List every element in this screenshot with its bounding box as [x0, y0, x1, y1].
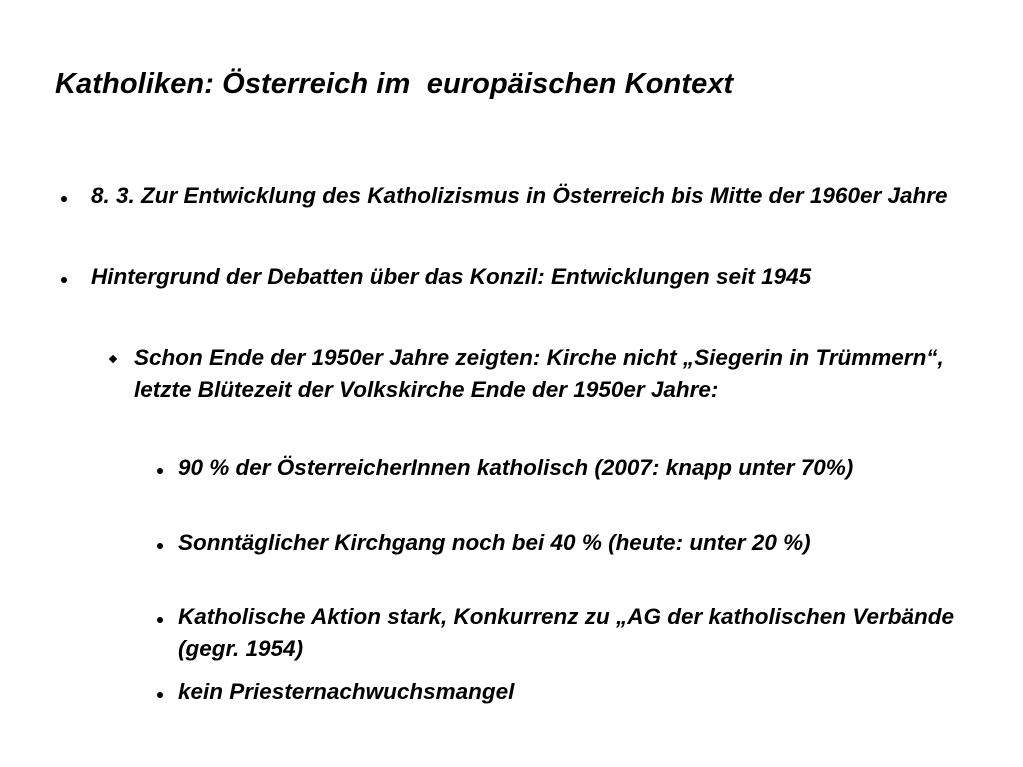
list-item-text: Schon Ende der 1950er Jahre zeigten: Kirche nicht „Siegerin in Trümmern“, letzte Blütezeit der Volkskirche Ende der 1950er Jahre:	[134, 345, 944, 402]
list-item-text: 90 % der ÖsterreicherInnen katholisch (2007: knapp unter 70%)	[178, 455, 854, 480]
bullet-dot-icon	[61, 196, 67, 202]
list-item-text: Hintergrund der Debatten über das Konzil: Entwicklungen seit 1945	[91, 264, 812, 289]
list-item	[91, 180, 961, 212]
bullet-dot-icon	[157, 468, 163, 474]
list-item-text: Katholische Aktion stark, Konkurrenz zu „AG der katholischen Verbände (gegr. 1954)	[178, 604, 954, 661]
bullet-dot-icon	[157, 617, 163, 623]
list-item	[178, 676, 968, 708]
list-item-text: Sonntäglicher Kirchgang noch bei 40 % (heute: unter 20 %)	[178, 530, 811, 555]
list-item	[178, 601, 968, 665]
slide-title: Katholiken: Österreich im europäischen Kontext	[55, 68, 734, 100]
list-item	[178, 452, 968, 484]
list-item-text: kein Priesternachwuchsmangel	[178, 679, 515, 704]
list-item-text: 8. 3. Zur Entwicklung des Katholizismus in Österreich bis Mitte der 1960er Jahre	[91, 183, 948, 208]
list-item	[178, 527, 968, 559]
bullet-dot-icon	[157, 543, 163, 549]
list-item	[134, 342, 964, 406]
bullet-dot-icon	[157, 692, 163, 698]
bullet-diamond-icon	[109, 355, 117, 363]
bullet-dot-icon	[61, 277, 67, 283]
list-item	[91, 261, 961, 293]
